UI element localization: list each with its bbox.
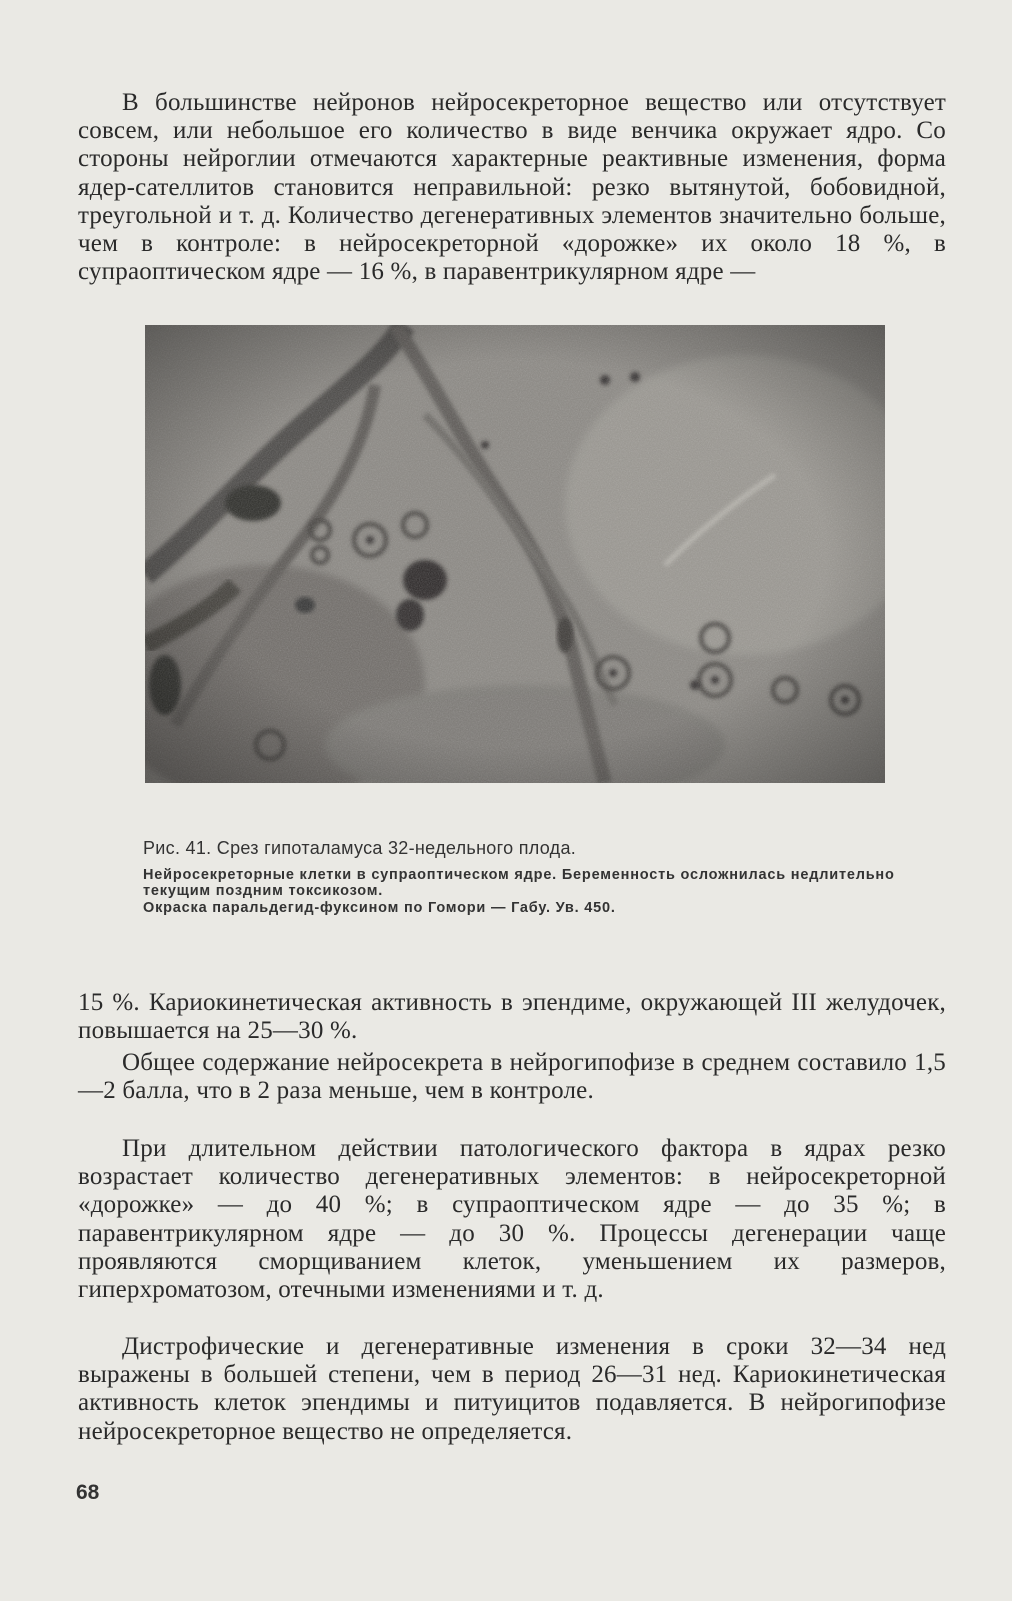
figure-caption-title: Рис. 41. Срез гипоталамуса 32-недельного плода. [143,838,577,858]
paragraph-4: При длительном действии патологического фактора в ядрах резко возрастает количество дегенеративных элементов: в нейросекреторной «дорожке» — до 40 %; в супраоптическом ядре — до 35 %; в паравентрикулярном ядре — до 30 %. Процессы дегенерации чаще проявляются сморщиванием клеток, уменьшением их размеров, гиперхроматозом, отечными изменениями и т. д. [78,1135,946,1304]
figure-caption-stain: Окраска паральдегид-фуксином по Гомори — Габу. Ув. 450. [143,900,616,916]
figure-caption-description: Нейросекреторные клетки в супраоптическом ядре. Беременность осложнилась недлительно текущим поздним токсикозом. [143,867,895,899]
paragraph-1: В большинстве нейронов нейросекреторное вещество или отсутствует совсем, или небольшое его количество в виде венчика окружает ядро. Со стороны нейроглии отмечаются характерные реактивные изменения, форма ядер-сателлитов становится неправильной: резко вытянутой, бобовидной, треугольной и т. д. Количество дегенеративных элементов значительно больше, чем в контроле: в нейросекреторной «дорожке» их около 18 %, в супраоптическом ядре — 16 %, в паравентрикулярном ядре — [78,89,946,286]
paragraph-5: Дистрофические и дегенеративные изменения в сроки 32—34 нед выражены в большей степени, чем в период 26—31 нед. Кариокинетическая активность клеток эпендимы и питуицитов подавляется. В нейрогипофизе нейросекреторное вещество не определяется. [78,1333,946,1445]
micrograph-figure [145,325,885,783]
micrograph-image [145,325,885,783]
paragraph-3: Общее содержание нейросекрета в нейрогипофизе в среднем составило 1,5—2 балла, что в 2 раза меньше, чем в контроле. [78,1049,946,1105]
page-number: 68 [76,1481,100,1504]
paragraph-2: 15 %. Кариокинетическая активность в эпендиме, окружающей III желудочек, повышается на 25—30 %. [78,989,946,1045]
